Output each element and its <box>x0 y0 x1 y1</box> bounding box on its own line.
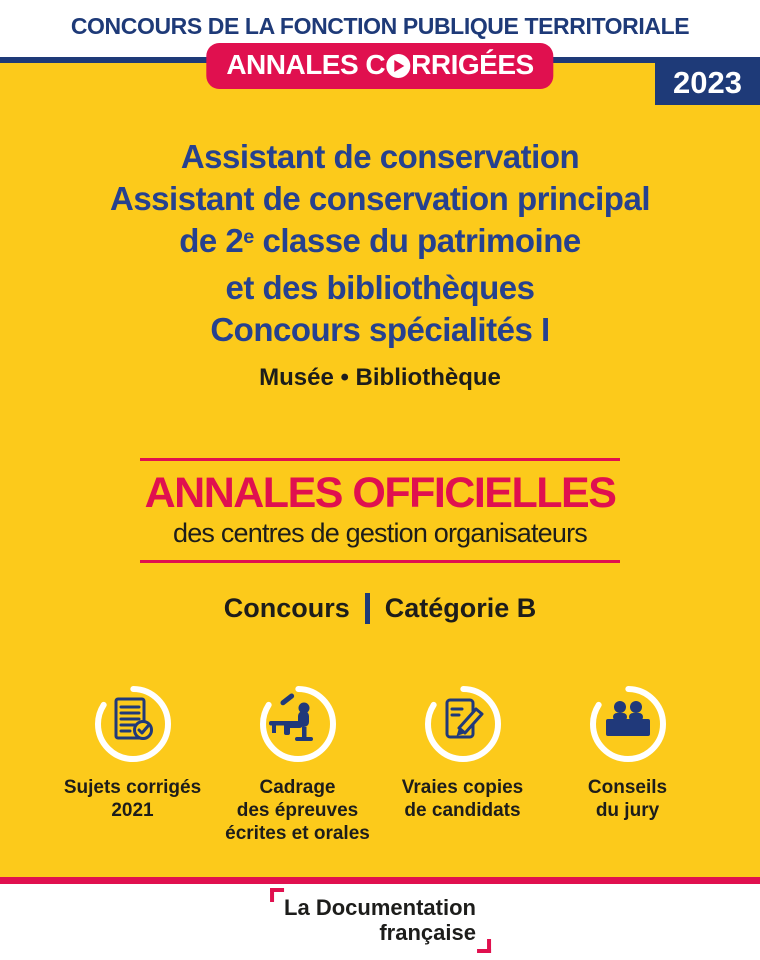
category-left: Concours <box>223 593 350 623</box>
series-title: CONCOURS DE LA FONCTION PUBLIQUE TERRITORIALE <box>70 13 690 39</box>
feature-vraies-copies <box>380 682 545 845</box>
publisher-name-line1: La Documentation <box>284 895 476 920</box>
feature-conseils-jury <box>545 682 710 845</box>
feature-caption: Vraies copies de candidats <box>401 777 524 821</box>
main-title-line-5: Concours spécialités I <box>210 311 550 348</box>
red-rule-top <box>140 458 620 461</box>
feature-caption: Conseils du jury <box>587 777 668 821</box>
checklist-document-icon <box>91 682 175 766</box>
year-badge: 2023 <box>655 60 760 105</box>
feature-caption: Cadrage des épreuves écrites et orales <box>225 777 370 844</box>
annales-corrigees-badge <box>206 43 553 89</box>
paper-pencil-icon <box>421 682 505 766</box>
superscript-e: e <box>243 226 254 249</box>
category-right: Catégorie B <box>384 593 537 623</box>
publisher-name-line2: française <box>379 920 476 945</box>
footer-red-stripe <box>0 877 760 884</box>
annales-officielles-title: ANNALES OFFICIELLES <box>144 469 616 517</box>
corner-bracket-open-icon <box>270 888 284 902</box>
feature-caption: Sujets corrigés 2021 <box>63 777 202 821</box>
main-title-line-2: Assistant de conservation principal <box>110 180 650 217</box>
candidate-at-desk-icon <box>256 682 340 766</box>
main-title-line-4: et des bibliothèques <box>225 269 535 306</box>
category-line <box>0 593 760 624</box>
jury-desk-icon <box>586 682 670 766</box>
feature-cadrage-epreuves <box>215 682 380 845</box>
corner-bracket-close-icon <box>477 939 491 953</box>
badge-text-pre: ANNALES C <box>226 49 386 80</box>
badge-text-post: RRIGÉES <box>411 49 534 80</box>
features-row <box>50 682 710 845</box>
red-rule-bottom <box>140 560 620 563</box>
annales-officielles-subtitle: des centres de gestion organisateurs <box>173 518 587 548</box>
annales-officielles-block <box>140 458 620 563</box>
main-title-line-3: de 2e classe du patrimoine <box>179 222 581 259</box>
right-arrow-icon <box>395 60 405 72</box>
specialty-subtitle: Musée • Bibliothèque <box>259 364 501 391</box>
arrow-circle-o-icon <box>386 54 410 78</box>
main-title <box>0 136 760 351</box>
publisher-logo <box>284 895 476 945</box>
main-title-line-1: Assistant de conservation <box>180 138 580 175</box>
category-divider-bar <box>365 593 370 624</box>
feature-sujets-corriges <box>50 682 215 845</box>
